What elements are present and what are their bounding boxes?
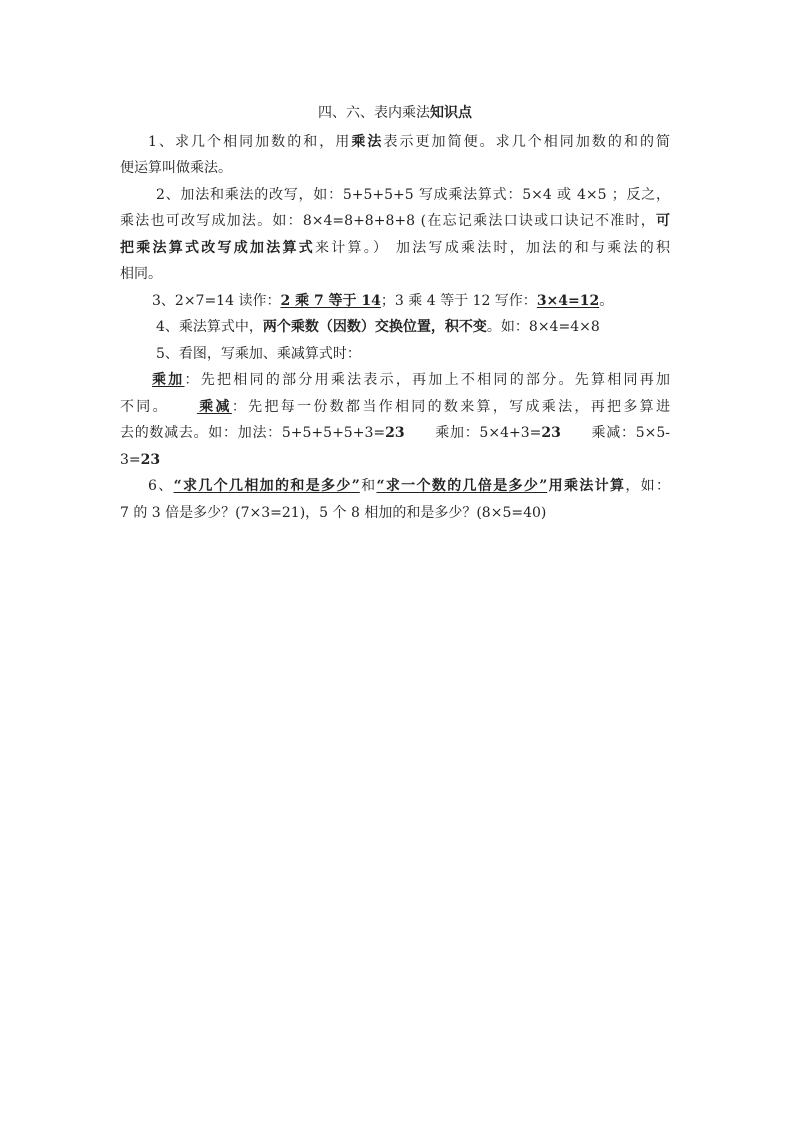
- text: 7 的 3 倍是多少？(7×3=21)，5 个 8 相加的和是多少？(8×5=40): [120, 504, 547, 521]
- text: 相同。: [120, 266, 162, 282]
- bold-text: 把乘法算式改写成加法算式: [120, 239, 316, 256]
- point-6-line-2: [120, 500, 670, 527]
- text: 1、求几个相同加数的和，用: [148, 133, 352, 150]
- text: ：先把每一份数都当作相同的数来算，写成乘法，再把多算进: [231, 398, 670, 415]
- point-2-line-2: [120, 208, 670, 235]
- text: 表示更加简便。求几个相同加数的和的简: [383, 133, 671, 150]
- point-5-line-3: [120, 420, 670, 473]
- underlined-bold-text: 3×4=12: [536, 292, 600, 309]
- title-bold: 知识点: [430, 105, 472, 121]
- bold-text: 两个乘数（因数）交换位置，积不变: [262, 319, 487, 335]
- point-3: [120, 288, 670, 315]
- text: 2、加法和乘法的改写，如：5+5+5+5 写成乘法算式：5×4 或 4×5 ；反之，: [156, 186, 670, 203]
- text: 乘减：5×5-3=: [120, 425, 670, 468]
- text: 来计算。） 加法写成乘法时，加法的和与乘法的积: [315, 239, 671, 256]
- underlined-bold-text: 乘减: [196, 398, 232, 415]
- text: 去的数减去。如：加法：5+5+5+5+3=: [120, 425, 386, 441]
- text: 。如：8×4=4×8: [486, 319, 600, 335]
- bold-text: 用乘法计算: [547, 478, 626, 494]
- text: 乘法也可改写成加法。如：8×4=8+8+8+8 (在忘记乘法口诀或口诀记不准时，: [120, 213, 656, 229]
- point-2-line-1: [120, 182, 670, 209]
- underlined-bold-text: “求一个数的几倍是多少”: [376, 478, 548, 494]
- point-2-line-4: [120, 261, 670, 288]
- text: ，如：: [625, 478, 671, 494]
- title-main: 四、六、表内乘法: [318, 105, 430, 121]
- bold-text: 23: [385, 425, 405, 441]
- text: 3、2×7=14 读作：: [152, 292, 281, 309]
- point-5-line-2: [120, 394, 670, 421]
- text: 5、看图，写乘加、乘减算式时：: [156, 345, 361, 362]
- bold-text: 23: [541, 425, 561, 441]
- text: 和: [359, 478, 377, 494]
- underlined-bold-text: 2 乘 7 等于 14: [280, 292, 381, 309]
- bold-text: 可: [656, 213, 670, 229]
- bold-text: 23: [140, 451, 161, 468]
- underlined-bold-text: 乘加: [152, 372, 185, 388]
- page-title: [120, 100, 670, 127]
- text: ：先把相同的部分用乘法表示，再加上不相同的部分。先算相同再加: [184, 372, 671, 388]
- text: ；3 乘 4 等于 12 写作：: [380, 292, 537, 309]
- point-5-line-1: [120, 367, 670, 394]
- point-2-line-3: [120, 235, 670, 262]
- text: 。: [599, 292, 614, 309]
- point-1-line-1: [120, 129, 670, 156]
- text: 不同。: [120, 398, 169, 415]
- text: 6、: [148, 478, 174, 494]
- text: 乘加：5×4+3=: [434, 425, 542, 441]
- point-4: [120, 314, 670, 341]
- bold-text: 乘法: [351, 133, 384, 150]
- text: 便运算叫做乘法。: [120, 160, 232, 176]
- point-6-line-1: [120, 473, 670, 500]
- text: 4、乘法算式中，: [156, 319, 263, 335]
- document-body: [120, 100, 670, 526]
- underlined-bold-text: “求几个几相加的和是多少”: [173, 478, 360, 494]
- point-5: [120, 341, 670, 368]
- point-1-line-2: [120, 155, 670, 182]
